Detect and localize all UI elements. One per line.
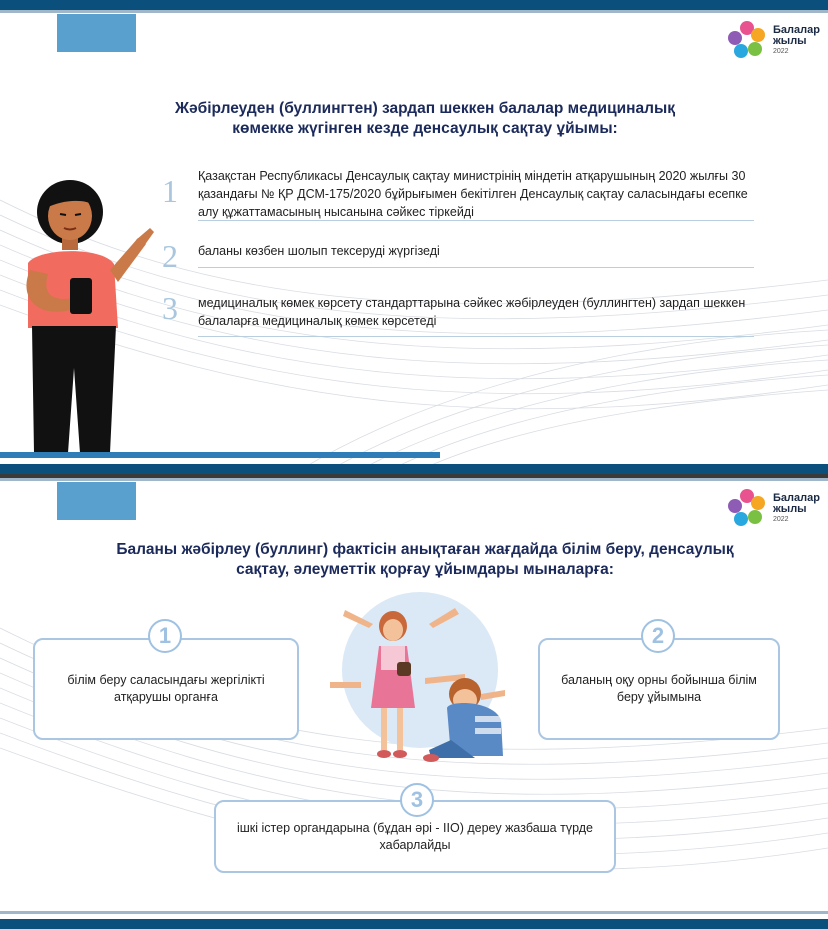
corner-accent-block (57, 14, 136, 52)
item-separator-2 (198, 267, 754, 268)
slide-1-title-line1: Жәбірлеуден (буллингтен) зардап шеккен балалар медициналық (175, 100, 675, 117)
logo-text-line1: Балалар (773, 24, 820, 36)
bullying-children-illustration (325, 590, 525, 780)
item-number-1: 1 (162, 173, 178, 209)
slide-2-title-line1: Баланы жәбірлеу (буллинг) фактісін анықтаған жағдайда білім беру, денсаулық (116, 541, 734, 558)
item-separator-1 (198, 220, 754, 221)
recipient-text-3: ішкі істер органдарына (бұдан әрі - ІІО) дереу жазбаша түрде хабарлайды (236, 820, 593, 852)
recipient-box-2 (538, 638, 780, 740)
recipient-text-2: баланың оқу орны бойынша білім беру ұйымына (561, 673, 757, 704)
corner-accent-block (57, 482, 136, 520)
slide-2-title (60, 540, 790, 580)
slide-2-title-line2: сақтау, әлеуметтік қорғау ұйымдары мыналарға: (236, 561, 614, 578)
bottom-stripe-accent (0, 452, 440, 458)
recipient-number-3: 3 (400, 783, 434, 817)
logo-text-line2: жылы (773, 503, 807, 515)
top-stripe-accent (0, 478, 828, 481)
balalar-zhyly-logo (727, 488, 820, 528)
flower-logo-icon (727, 488, 767, 528)
logo-year: 2022 (773, 516, 789, 523)
slide-1-title (100, 99, 750, 139)
bottom-stripe-accent (0, 911, 828, 914)
top-stripe (0, 0, 828, 10)
slide-1-title-line2: көмекке жүгінген кезде денсаулық сақтау ұйымы: (232, 120, 618, 137)
item-text-3: медициналық көмек көрсету стандарттарына сәйкес жәбірлеуден (буллингтен) зардап шеккен балаларға медициналық көмек көрсетеді (198, 296, 746, 328)
logo-year: 2022 (773, 48, 789, 55)
woman-with-phone-illustration (18, 178, 168, 453)
bottom-stripe (0, 464, 828, 474)
slide-2 (0, 478, 828, 929)
balalar-zhyly-logo (727, 20, 820, 60)
recipient-box-1 (33, 638, 299, 740)
logo-text-line1: Балалар (773, 492, 820, 504)
recipient-number-2: 2 (641, 619, 675, 653)
top-stripe-accent (0, 10, 828, 13)
flower-logo-icon (727, 20, 767, 60)
item-number-3: 3 (162, 290, 178, 326)
recipient-number-1: 1 (148, 619, 182, 653)
item-number-2: 2 (162, 238, 178, 274)
bottom-stripe (0, 919, 828, 929)
logo-text-line2: жылы (773, 35, 807, 47)
item-text-2: баланы көзбен шолып тексеруді жүргізеді (198, 244, 440, 258)
item-text-1: Қазақстан Республикасы Денсаулық сақтау министрінің міндетін атқарушының 2020 жылғы 30 қазандағы № ҚР ДСМ-175/2020 бұйрығымен бекітілген Денсаулық сақтау саласындағы есепке алу құжаттамасының нысанына сәйкес тіркейді (198, 169, 748, 219)
item-separator-3 (198, 336, 754, 337)
recipient-text-1: білім беру саласындағы жергілікті атқарушы органға (67, 673, 265, 704)
